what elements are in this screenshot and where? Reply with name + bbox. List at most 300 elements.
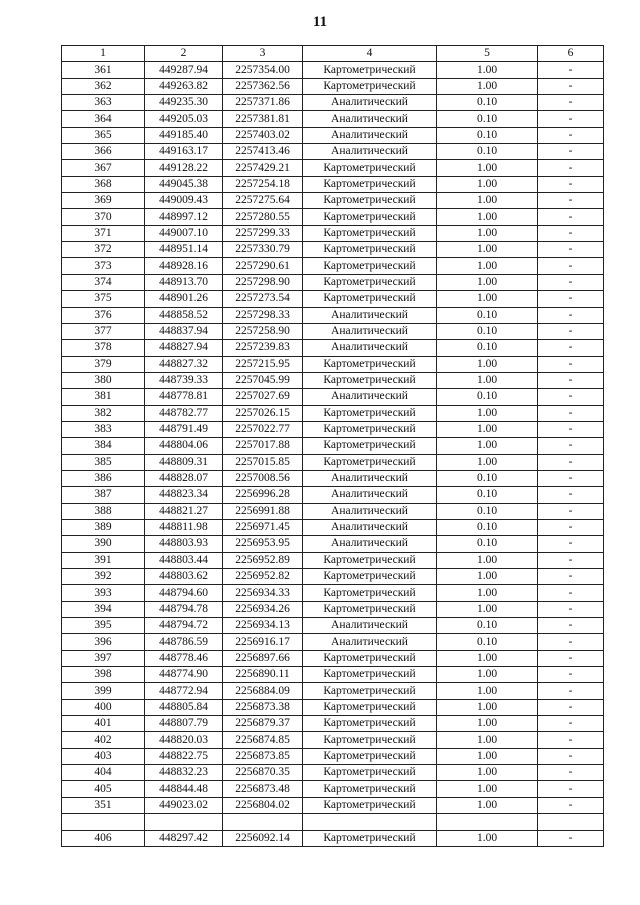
table-cell: 2256934.26 (223, 601, 303, 617)
table-row (62, 389, 604, 405)
table-cell: 2257258.90 (223, 323, 303, 339)
table-cell: - (538, 732, 604, 748)
table-cell: 2257254.18 (223, 176, 303, 192)
table-cell: 375 (62, 291, 145, 307)
table-cell: - (538, 765, 604, 781)
table-cell: 0.10 (437, 144, 538, 160)
table-cell: 368 (62, 176, 145, 192)
table-row (62, 667, 604, 683)
table-cell: 449023.02 (145, 797, 223, 813)
table-cell: - (538, 176, 604, 192)
table-cell: 448297.42 (145, 830, 223, 846)
table-cell: 1.00 (437, 160, 538, 176)
table-cell: 449163.17 (145, 144, 223, 160)
table-cell: Картометрический (303, 830, 437, 846)
table-cell: Аналитический (303, 634, 437, 650)
table-cell: Аналитический (303, 519, 437, 535)
table-cell: 2257215.95 (223, 356, 303, 372)
table-row (62, 176, 604, 192)
table-cell: - (538, 421, 604, 437)
table-cell: 1.00 (437, 716, 538, 732)
table-cell: - (538, 634, 604, 650)
table-row (62, 634, 604, 650)
table-cell: 448803.44 (145, 552, 223, 568)
table-row (62, 438, 604, 454)
table-cell: 448772.94 (145, 683, 223, 699)
table-cell: - (538, 274, 604, 290)
table-row (62, 503, 604, 519)
table-cell: - (538, 127, 604, 143)
table-cell: 448997.12 (145, 209, 223, 225)
table-cell: Картометрический (303, 716, 437, 732)
table-cell: Картометрический (303, 160, 437, 176)
table-cell: 448778.81 (145, 389, 223, 405)
table-cell: 397 (62, 650, 145, 666)
table-cell: 389 (62, 519, 145, 535)
table-cell: - (538, 307, 604, 323)
table-cell: 1.00 (437, 193, 538, 209)
table-cell: Картометрический (303, 176, 437, 192)
table-cell (437, 814, 538, 830)
table-cell: 394 (62, 601, 145, 617)
table-row (62, 78, 604, 94)
table-cell: - (538, 536, 604, 552)
table-cell: 448913.70 (145, 274, 223, 290)
table-cell: 2256873.38 (223, 699, 303, 715)
table-cell: 367 (62, 160, 145, 176)
table-cell: - (538, 699, 604, 715)
table-cell: 2257015.85 (223, 454, 303, 470)
table-cell: 2256874.85 (223, 732, 303, 748)
table-cell: 448901.26 (145, 291, 223, 307)
table-cell: 1.00 (437, 732, 538, 748)
table-row (62, 95, 604, 111)
table-row (62, 356, 604, 372)
table-cell: 0.10 (437, 519, 538, 535)
table-cell: 448794.72 (145, 618, 223, 634)
table-cell: 373 (62, 258, 145, 274)
table-cell: 2256991.88 (223, 503, 303, 519)
table-cell: 398 (62, 667, 145, 683)
table-cell: Картометрический (303, 699, 437, 715)
table-cell: 1.00 (437, 781, 538, 797)
table-cell: - (538, 160, 604, 176)
table-cell: - (538, 585, 604, 601)
table-cell: 448739.33 (145, 372, 223, 388)
table-cell (62, 814, 145, 830)
table-cell: 448805.84 (145, 699, 223, 715)
table-cell: Картометрический (303, 62, 437, 78)
table-cell: 363 (62, 95, 145, 111)
table-cell: Картометрический (303, 683, 437, 699)
table-row (62, 569, 604, 585)
table-row (62, 536, 604, 552)
table-cell: 448821.27 (145, 503, 223, 519)
table-cell: - (538, 78, 604, 94)
table-cell: 399 (62, 683, 145, 699)
coordinates-table (61, 45, 604, 847)
table-cell: 449045.38 (145, 176, 223, 192)
table-cell: Картометрический (303, 748, 437, 764)
table-cell: 2257299.33 (223, 225, 303, 241)
table-row (62, 519, 604, 535)
table-cell: 1.00 (437, 62, 538, 78)
table-cell: 369 (62, 193, 145, 209)
table-cell: 0.10 (437, 95, 538, 111)
table-row (62, 765, 604, 781)
table-cell: 1.00 (437, 569, 538, 585)
table-cell: 387 (62, 487, 145, 503)
table-cell: 448832.23 (145, 765, 223, 781)
table-cell: 448794.60 (145, 585, 223, 601)
table-cell: 1.00 (437, 78, 538, 94)
table-row (62, 160, 604, 176)
table-row (62, 487, 604, 503)
table-cell: 2256897.66 (223, 650, 303, 666)
table-cell: 448951.14 (145, 242, 223, 258)
table-cell: Картометрический (303, 667, 437, 683)
table-cell: 2256870.35 (223, 765, 303, 781)
table-cell: 1.00 (437, 405, 538, 421)
table-cell: 2257429.21 (223, 160, 303, 176)
table-cell: 1.00 (437, 748, 538, 764)
table-row (62, 601, 604, 617)
table-header-row (62, 46, 604, 62)
table-cell: 0.10 (437, 127, 538, 143)
table-cell: 448837.94 (145, 323, 223, 339)
table-cell: 2256916.17 (223, 634, 303, 650)
table-cell: 2257239.83 (223, 340, 303, 356)
table-cell: - (538, 291, 604, 307)
table-cell: Картометрический (303, 356, 437, 372)
table-cell: 449185.40 (145, 127, 223, 143)
table-cell: 448828.07 (145, 470, 223, 486)
table-cell: 448844.48 (145, 781, 223, 797)
table-row (62, 291, 604, 307)
table-row (62, 62, 604, 78)
table-cell: - (538, 209, 604, 225)
table-row (62, 732, 604, 748)
table-cell: 361 (62, 62, 145, 78)
table-row (62, 470, 604, 486)
table-cell: - (538, 781, 604, 797)
table-cell: 448782.77 (145, 405, 223, 421)
table-cell: 2257403.02 (223, 127, 303, 143)
table-cell: - (538, 683, 604, 699)
table-cell: 0.10 (437, 536, 538, 552)
table-cell: - (538, 389, 604, 405)
column-header: 1 (62, 46, 145, 62)
table-cell: - (538, 372, 604, 388)
page-number: 11 (312, 14, 328, 30)
table-cell: 2256953.95 (223, 536, 303, 552)
table-cell: - (538, 601, 604, 617)
table-cell: 448827.94 (145, 340, 223, 356)
table-cell: 448827.32 (145, 356, 223, 372)
table-cell: 1.00 (437, 274, 538, 290)
table-cell: - (538, 667, 604, 683)
table-cell: 448822.75 (145, 748, 223, 764)
table-cell: - (538, 470, 604, 486)
table-cell: Картометрический (303, 454, 437, 470)
table-cell: Картометрический (303, 797, 437, 813)
table-cell: 1.00 (437, 258, 538, 274)
table-cell: 2257381.81 (223, 111, 303, 127)
table-cell: 448807.79 (145, 716, 223, 732)
table-cell: - (538, 95, 604, 111)
table-cell: Картометрический (303, 601, 437, 617)
table-cell: 448803.62 (145, 569, 223, 585)
table-cell: 2257275.64 (223, 193, 303, 209)
table-cell: 2257022.77 (223, 421, 303, 437)
table-cell: 449287.94 (145, 62, 223, 78)
table-cell: 377 (62, 323, 145, 339)
table-cell: 449205.03 (145, 111, 223, 127)
table-row (62, 699, 604, 715)
table-cell: - (538, 716, 604, 732)
table-cell: - (538, 552, 604, 568)
table-cell: Картометрический (303, 781, 437, 797)
table-row (62, 552, 604, 568)
table-cell: 2256934.33 (223, 585, 303, 601)
table-cell: 448774.90 (145, 667, 223, 683)
table-cell: 2256934.13 (223, 618, 303, 634)
table-cell: Аналитический (303, 144, 437, 160)
table-cell: - (538, 356, 604, 372)
table-cell: Картометрический (303, 585, 437, 601)
table-cell: Картометрический (303, 421, 437, 437)
table-cell: Аналитический (303, 389, 437, 405)
table-cell: 372 (62, 242, 145, 258)
table-cell: Аналитический (303, 503, 437, 519)
table-cell: 1.00 (437, 356, 538, 372)
table-cell: - (538, 62, 604, 78)
table-cell: - (538, 487, 604, 503)
table-cell: 0.10 (437, 389, 538, 405)
table-cell: 392 (62, 569, 145, 585)
table-cell: 2256890.11 (223, 667, 303, 683)
table-cell: 1.00 (437, 765, 538, 781)
table-cell: 449235.30 (145, 95, 223, 111)
table-cell: 1.00 (437, 209, 538, 225)
table-cell: 2257273.54 (223, 291, 303, 307)
table-cell: 1.00 (437, 438, 538, 454)
table-cell: 448823.34 (145, 487, 223, 503)
table-row (62, 111, 604, 127)
table-cell: 2256952.89 (223, 552, 303, 568)
table-cell: Картометрический (303, 242, 437, 258)
table-cell: 0.10 (437, 618, 538, 634)
table-cell: 388 (62, 503, 145, 519)
table-cell: 0.10 (437, 503, 538, 519)
table-row (62, 225, 604, 241)
table-cell: 2256804.02 (223, 797, 303, 813)
table-cell: 2257413.46 (223, 144, 303, 160)
table-cell: 382 (62, 405, 145, 421)
table-cell: - (538, 405, 604, 421)
table-cell: Аналитический (303, 470, 437, 486)
table-cell: - (538, 830, 604, 846)
table-cell: 366 (62, 144, 145, 160)
table-cell: 0.10 (437, 470, 538, 486)
table-cell: - (538, 797, 604, 813)
table-cell: 449128.22 (145, 160, 223, 176)
table-row (62, 683, 604, 699)
table-row (62, 209, 604, 225)
table-cell: 2256884.09 (223, 683, 303, 699)
table-cell: 396 (62, 634, 145, 650)
table-cell: Аналитический (303, 487, 437, 503)
table-cell: 2257371.86 (223, 95, 303, 111)
column-header: 5 (437, 46, 538, 62)
table-row (62, 323, 604, 339)
column-header: 2 (145, 46, 223, 62)
table-cell: - (538, 111, 604, 127)
table-cell: 448803.93 (145, 536, 223, 552)
table-cell: Аналитический (303, 111, 437, 127)
table-cell: 449263.82 (145, 78, 223, 94)
table-row (62, 127, 604, 143)
table-cell: - (538, 650, 604, 666)
table-cell: 2257017.88 (223, 438, 303, 454)
table-cell: 448778.46 (145, 650, 223, 666)
table-cell: Аналитический (303, 340, 437, 356)
table-cell: Картометрический (303, 193, 437, 209)
table-cell: - (538, 454, 604, 470)
table-cell: 2257027.69 (223, 389, 303, 405)
table-cell: 2256092.14 (223, 830, 303, 846)
table-cell: 0.10 (437, 340, 538, 356)
table-cell: 364 (62, 111, 145, 127)
blank-row (62, 814, 604, 830)
table-cell: 1.00 (437, 421, 538, 437)
table-cell (223, 814, 303, 830)
table-cell: 1.00 (437, 372, 538, 388)
table-cell: 1.00 (437, 650, 538, 666)
table-cell: - (538, 503, 604, 519)
table-cell: Картометрический (303, 552, 437, 568)
table-row (62, 585, 604, 601)
table-cell: 400 (62, 699, 145, 715)
table-row (62, 618, 604, 634)
table-cell: - (538, 193, 604, 209)
table-cell: 2257354.00 (223, 62, 303, 78)
table-cell: 365 (62, 127, 145, 143)
table-cell: 448804.06 (145, 438, 223, 454)
table-cell: 2257008.56 (223, 470, 303, 486)
table-row (62, 405, 604, 421)
table-row (62, 797, 604, 813)
table-row (62, 650, 604, 666)
table-cell: 448794.78 (145, 601, 223, 617)
table-cell: 405 (62, 781, 145, 797)
table-cell: Аналитический (303, 307, 437, 323)
table-cell: 2256873.48 (223, 781, 303, 797)
table-cell: Картометрический (303, 732, 437, 748)
table-cell: - (538, 242, 604, 258)
table-cell: 0.10 (437, 111, 538, 127)
table-body (62, 46, 604, 847)
table-cell: - (538, 323, 604, 339)
table-cell: 1.00 (437, 291, 538, 307)
table-cell: 1.00 (437, 830, 538, 846)
table-cell: 2257290.61 (223, 258, 303, 274)
table-cell: 383 (62, 421, 145, 437)
table-cell: Картометрический (303, 569, 437, 585)
table-row (62, 372, 604, 388)
table-cell: 378 (62, 340, 145, 356)
table-cell: Картометрический (303, 274, 437, 290)
table-cell: Картометрический (303, 438, 437, 454)
table-cell: - (538, 748, 604, 764)
table-cell: 384 (62, 438, 145, 454)
table-cell: 1.00 (437, 225, 538, 241)
table-cell: 0.10 (437, 634, 538, 650)
table-cell: Картометрический (303, 405, 437, 421)
table-cell: 402 (62, 732, 145, 748)
table-row (62, 242, 604, 258)
table-cell: 381 (62, 389, 145, 405)
table-cell: 1.00 (437, 601, 538, 617)
table-cell: 2257298.33 (223, 307, 303, 323)
table-row (62, 421, 604, 437)
table-cell: 2257045.99 (223, 372, 303, 388)
table-cell: 404 (62, 765, 145, 781)
table-cell: Аналитический (303, 95, 437, 111)
table-cell: 380 (62, 372, 145, 388)
table-cell: 403 (62, 748, 145, 764)
table-cell: - (538, 258, 604, 274)
table-cell: Картометрический (303, 291, 437, 307)
table-cell: 449007.10 (145, 225, 223, 241)
table-row (62, 454, 604, 470)
table-cell: 376 (62, 307, 145, 323)
table-cell: 448928.16 (145, 258, 223, 274)
table-cell: 1.00 (437, 552, 538, 568)
table-cell: 1.00 (437, 454, 538, 470)
table-cell: 2256971.45 (223, 519, 303, 535)
table-cell: Картометрический (303, 372, 437, 388)
table-row (62, 258, 604, 274)
table-row (62, 340, 604, 356)
table-cell: Аналитический (303, 618, 437, 634)
table-cell: Картометрический (303, 78, 437, 94)
table-cell: - (538, 438, 604, 454)
table-cell: 386 (62, 470, 145, 486)
table-cell: - (538, 144, 604, 160)
table-cell: Аналитический (303, 127, 437, 143)
table-cell: 449009.43 (145, 193, 223, 209)
table-cell: 385 (62, 454, 145, 470)
column-header: 4 (303, 46, 437, 62)
table-cell: 351 (62, 797, 145, 813)
table-row (62, 193, 604, 209)
table-cell: 2256879.37 (223, 716, 303, 732)
table-cell: - (538, 225, 604, 241)
table-cell: - (538, 340, 604, 356)
table-cell: 448809.31 (145, 454, 223, 470)
table-cell: 2257280.55 (223, 209, 303, 225)
table-cell: Аналитический (303, 323, 437, 339)
table-cell: 393 (62, 585, 145, 601)
table-cell: 395 (62, 618, 145, 634)
table-cell: Аналитический (303, 536, 437, 552)
table-cell: 1.00 (437, 242, 538, 258)
table-row (62, 144, 604, 160)
table-cell: 448811.98 (145, 519, 223, 535)
table-cell: 1.00 (437, 683, 538, 699)
table-cell: 379 (62, 356, 145, 372)
